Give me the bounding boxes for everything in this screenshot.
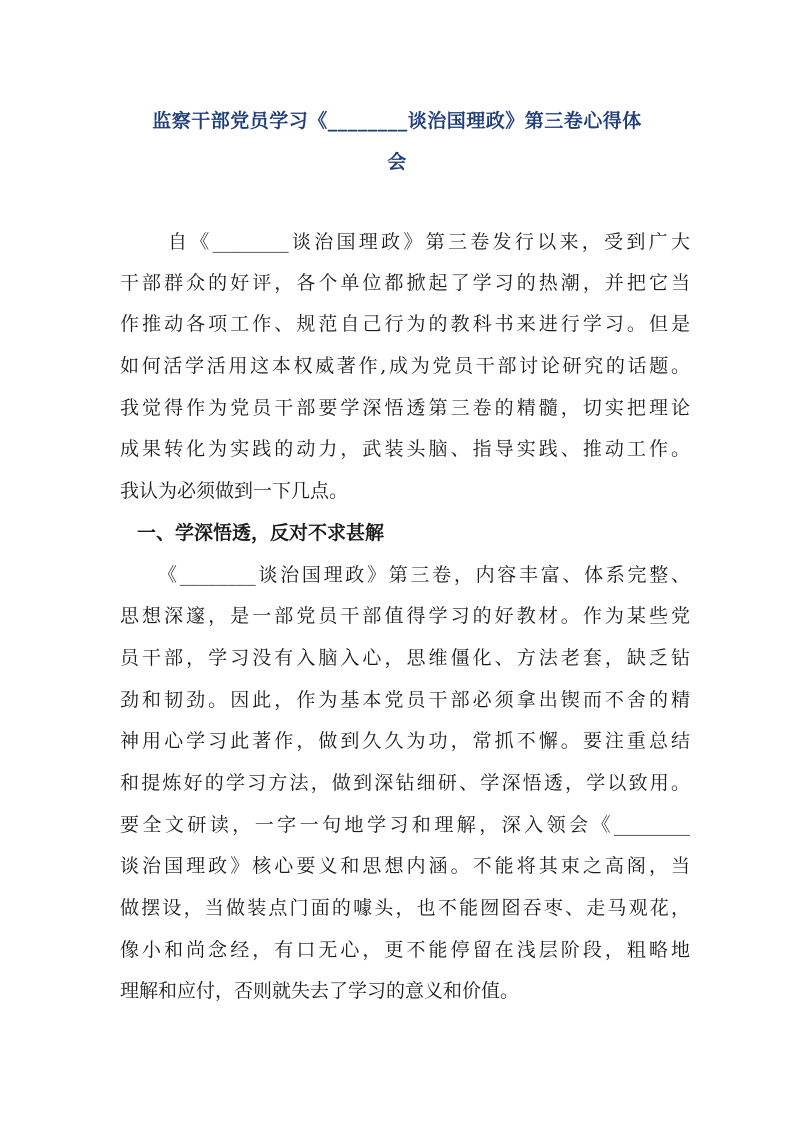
paragraph-line: 我认为必须做到一下几点。 <box>120 480 349 502</box>
paragraph-line: 要全文研读，一字一句地学习和理解，深入领会《________ <box>120 814 690 836</box>
paragraph-line: 像小和尚念经，有口无心，更不能停留在浅层阶段，粗略地 <box>120 939 690 961</box>
document-title-line1: 监察干部党员学习《________谈治国理政》第三卷心得体 <box>152 110 642 132</box>
paragraph-line: 如何活学活用这本权威著作,成为党员干部讨论研究的话题。 <box>120 355 690 377</box>
section-heading: 一、学深悟透，反对不求甚解 <box>137 522 385 544</box>
paragraph-line: 干部群众的好评，各个单位都掀起了学习的热潮，并把它当 <box>120 272 690 294</box>
paragraph-line: 作推动各项工作、规范自己行为的教科书来进行学习。但是 <box>120 313 690 335</box>
document-title-line2: 会 <box>387 151 407 173</box>
paragraph-line: 自《________谈治国理政》第三卷发行以来，受到广大 <box>168 231 690 253</box>
paragraph-line: 和提炼好的学习方法，做到深钻细研、学深悟透，学以致用。 <box>120 772 690 794</box>
paragraph-line: 思想深邃，是一部党员干部值得学习的好教材。作为某些党 <box>120 605 690 627</box>
paragraph-line: 神用心学习此著作，做到久久为功，常抓不懈。要注重总结 <box>120 730 690 752</box>
paragraph-line: 劲和韧劲。因此，作为基本党员干部必须拿出锲而不舍的精 <box>120 689 690 711</box>
paragraph-line: 成果转化为实践的动力，武装头脑、指导实践、推动工作。 <box>120 438 690 460</box>
paragraph-line: 《________谈治国理政》第三卷，内容丰富、体系完整、 <box>158 564 690 586</box>
paragraph-line: 理解和应付，否则就失去了学习的意义和价值。 <box>120 980 520 1002</box>
paragraph-line: 我觉得作为党员干部要学深悟透第三卷的精髓，切实把理论 <box>120 397 690 419</box>
paragraph-line: 做摆设，当做装点门面的噱头，也不能囫囵吞枣、走马观花， <box>120 897 690 919</box>
paragraph-line: 谈治国理政》核心要义和思想内涵。不能将其束之高阁，当 <box>120 855 690 877</box>
paragraph-line: 员干部，学习没有入脑入心，思维僵化、方法老套，缺乏钻 <box>120 647 690 669</box>
